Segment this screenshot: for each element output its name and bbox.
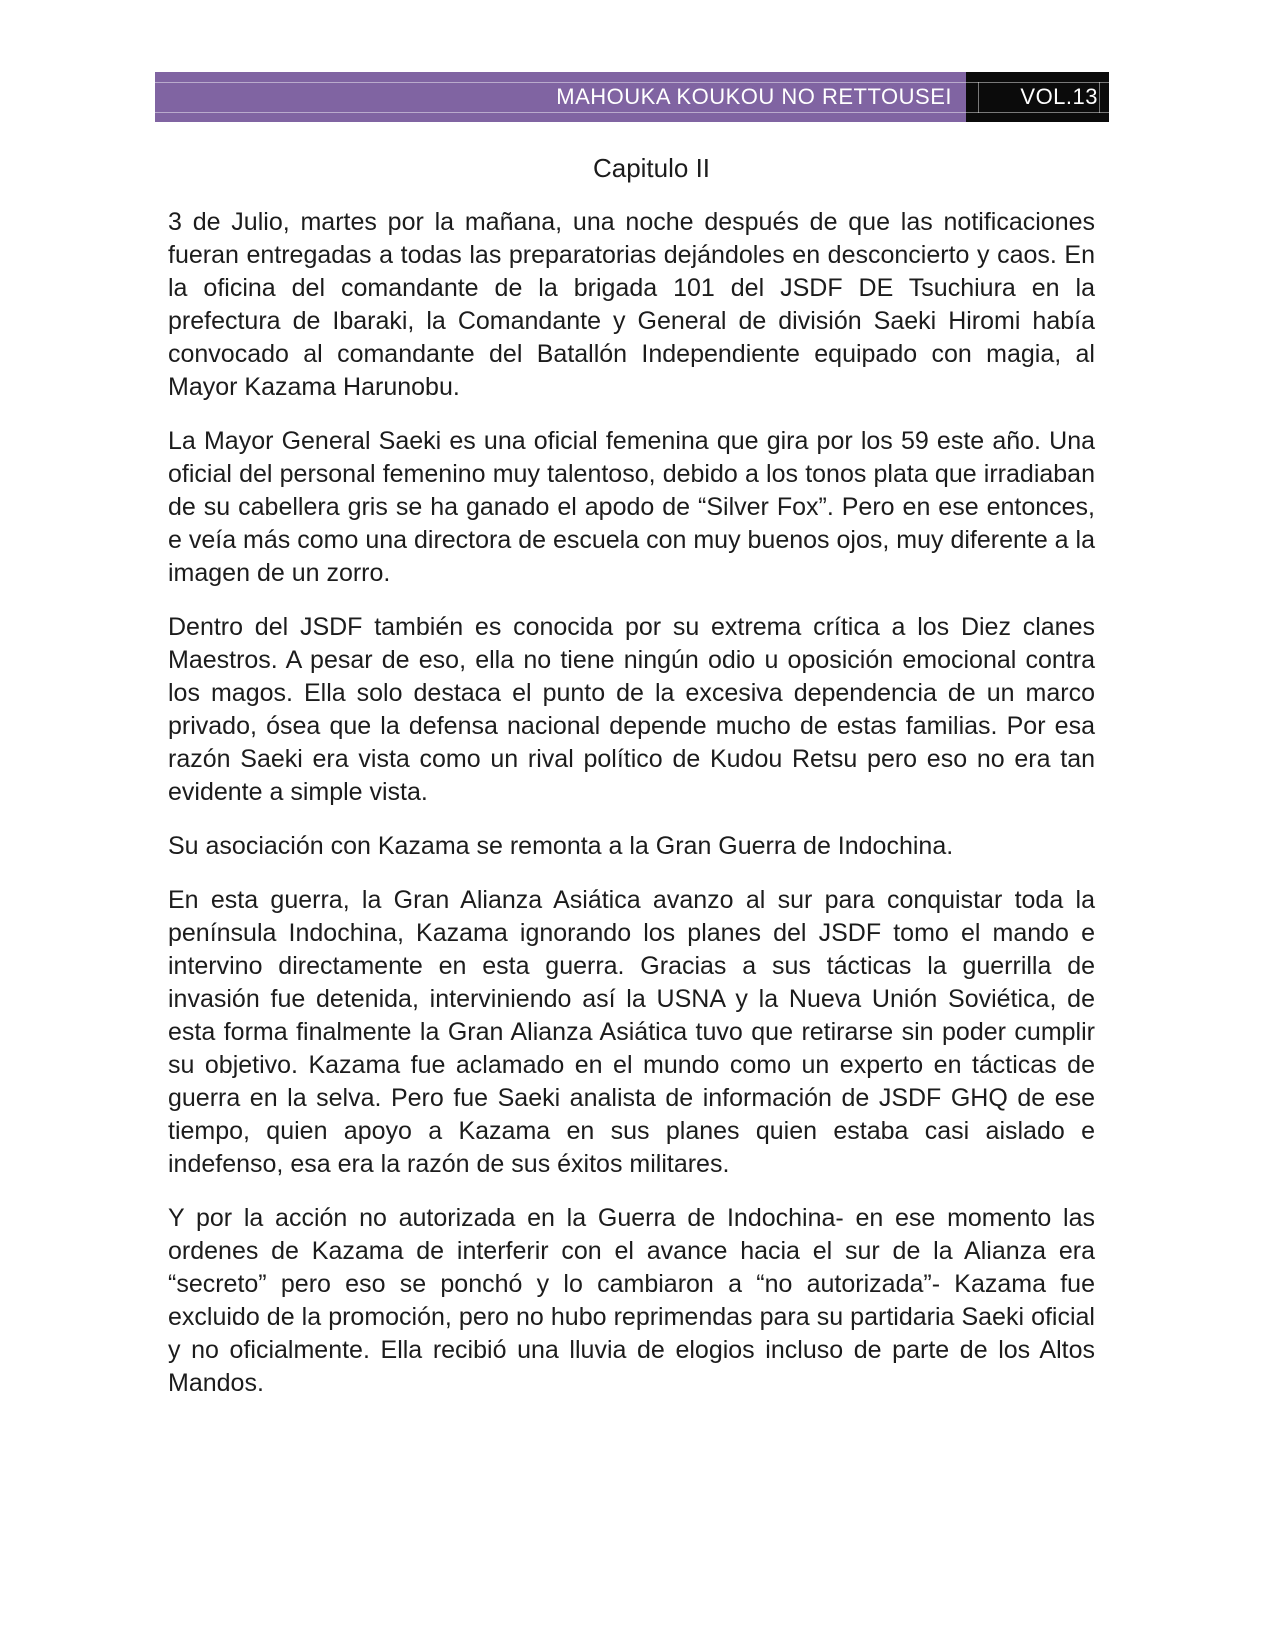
paragraph-2: La Mayor General Saeki es una oficial femenina que gira por los 59 este año. Una oficial del personal femenino muy talentoso, debido a los tonos plata que irradiaban de su cabellera gris se ha ganado el apodo de “Silver Fox”. Pero en ese entonces, e veía más como una directora de escuela con muy buenos ojos, muy diferente a la imagen de un zorro. bbox=[168, 427, 1095, 587]
paragraph-3: Dentro del JSDF también es conocida por su extrema crítica a los Diez clanes Maestros. A pesar de eso, ella no tiene ningún odio u oposición emocional contra los magos. Ella solo destaca el punto de la excesiva dependencia de un marco privado, ósea que la defensa nacional depende mucho de estas familias. Por esa razón Saeki era vista como un rival político de Kudou Retsu pero eso no era tan evidente a simple vista. bbox=[168, 613, 1095, 806]
paragraph-5: En esta guerra, la Gran Alianza Asiática avanzo al sur para conquistar toda la península Indochina, Kazama ignorando los planes del JSDF tomo el mando e intervino directamente en esta guerra. Gracias a sus tácticas la guerrilla de invasión fue detenida, interviniendo así la USNA y la Nueva Unión Soviética, de esta forma finalmente la Gran Alianza Asiática tuvo que retirarse sin poder cumplir su objetivo. Kazama fue aclamado en el mundo como un experto en tácticas de guerra en la selva. Pero fue Saeki analista de información de JSDF GHQ de ese tiempo, quien apoyo a Kazama en sus planes quien estaba casi aislado e indefenso, esa era la razón de sus éxitos militares. bbox=[168, 886, 1095, 1178]
header-title: MAHOUKA KOUKOU NO RETTOUSEI bbox=[556, 84, 952, 109]
page-header bbox=[155, 72, 1109, 122]
chapter-title: Capitulo II bbox=[592, 153, 711, 183]
header-volume: VOL.13 bbox=[1020, 84, 1098, 109]
header-cell-divider-left bbox=[978, 82, 979, 113]
header-volume-cell bbox=[966, 72, 1109, 122]
paragraph-6: Y por la acción no autorizada en la Guerra de Indochina- en ese momento las ordenes de Kazama de interferir con el avance hacia el sur de la Alianza era “secreto” pero eso se ponchó y lo cambiaron a “no autorizada”- Kazama fue excluido de la promoción, pero no hubo reprimendas para su partidaria Saeki oficial y no oficialmente. Ella recibió una lluvia de elogios incluso de parte de los Altos Mandos. bbox=[168, 1204, 1095, 1397]
header-title-cell bbox=[155, 72, 966, 122]
document-body bbox=[168, 152, 1095, 1421]
paragraph-1: 3 de Julio, martes por la mañana, una noche después de que las notificaciones fueran entregadas a todas las preparatorias dejándoles en desconcierto y caos. En la oficina del comandante de la brigada 101 del JSDF DE Tsuchiura en la prefectura de Ibaraki, la Comandante y General de división Saeki Hiromi había convocado al comandante del Batallón Independiente equipado con magia, al Mayor Kazama Harunobu. bbox=[168, 208, 1095, 401]
paragraph-4: Su asociación con Kazama se remonta a la Gran Guerra de Indochina. bbox=[168, 832, 954, 860]
header-cell-divider-right bbox=[1099, 82, 1100, 113]
